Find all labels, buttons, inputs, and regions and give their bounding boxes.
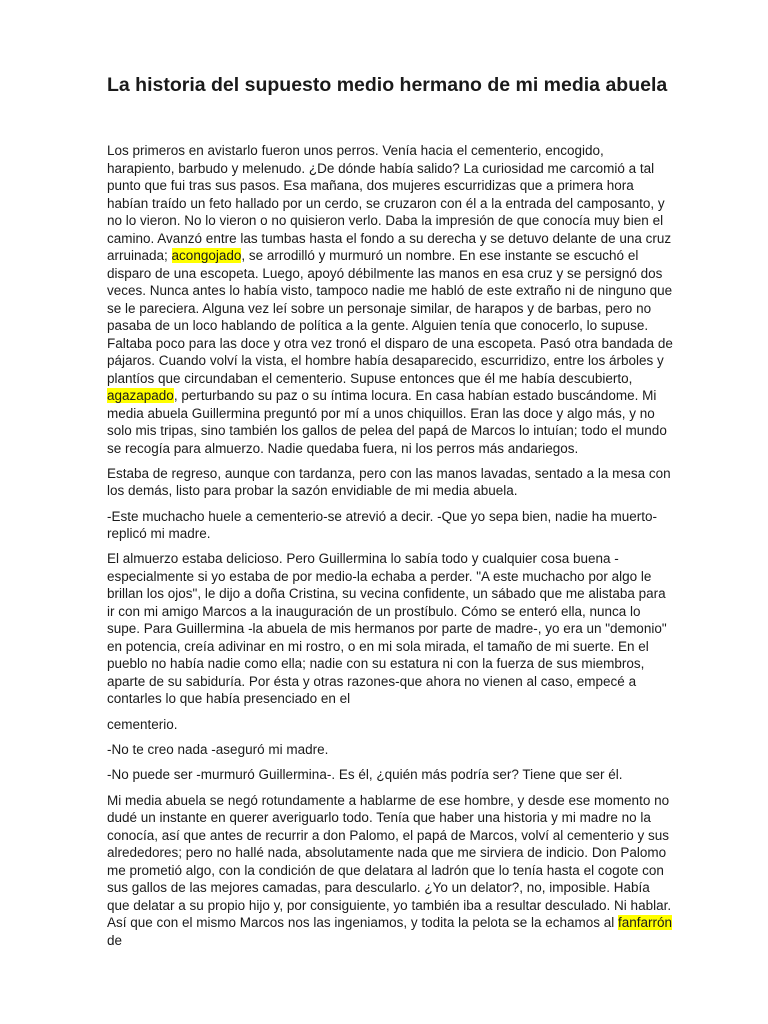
paragraph-1-text-c: , perturbando su paz o su íntima locura. En casa habían estado buscándome. Mi media abuela Guillermina preguntó por mí a unos chiquillos. Eran las doce y algo más, y no solo mis tripas, sino también los gallos de pelea del papá de Marcos lo intuían; todo el mundo se recogía para almuerzo. Nadie quedaba fuera, ni los perros más andariegos. [107, 388, 667, 456]
highlight-acongojado: acongojado [171, 248, 242, 263]
paragraph-8-text-a: Mi media abuela se negó rotundamente a hablarme de ese hombre, y desde ese momento no dudé un instante en querer averiguarlo todo. Tenía que haber una historia y mi madre no la conocía, así que antes de recurrir a don Palomo, el papá de Marcos, volví al cementerio y sus alrededores; pero no hallé nada, absolutamente nada que me sirviera de indicio. Don Palomo me prometió algo, con la condición de que delatara al ladrón que lo tenía hasta el cogote con sus gallos de las mejores camadas, para descularlo. ¿Yo un delator?, no, imposible. Había que delatar a su propio hijo y, por consiguiente, yo también iba a resultar desculado. Ni hablar. Así que con el mismo Marcos nos las ingeniamos, y todita la pelota se la echamos al [107, 792, 672, 931]
paragraph-7: -No puede ser -murmuró Guillermina-. Es él, ¿quién más podría ser? Tiene que ser él. [107, 767, 623, 783]
paragraph-3: -Este muchacho huele a cementerio-se atrevió a decir. -Que yo sepa bien, nadie ha muerto-replicó mi madre. [107, 508, 658, 542]
highlight-agazapado: agazapado [107, 388, 174, 403]
paragraph-1 [107, 142, 673, 457]
paragraph-8-text-b: de [107, 932, 123, 948]
paragraph-5: cementerio. [107, 716, 178, 732]
paragraph-6: -No te creo nada -aseguró mi madre. [107, 741, 329, 757]
paragraph-8 [107, 792, 673, 950]
paragraph-1-text-a: Los primeros en avistarlo fueron unos perros. Venía hacia el cementerio, encogido, harapiento, barbudo y melenudo. ¿De dónde había salido? La curiosidad me carcomió a tal punto que fui tras sus pasos. Esa mañana, dos mujeres escurridizas que a primera hora habían traído un feto hallado por un cerdo, se cruzaron con él a la entrada del camposanto, y no lo vieron. No lo vieron o no quisieron verlo. Daba la impresión de que conocía muy bien el camino. Avanzó entre las tumbas hasta el fondo a su derecha y se detuvo delante de una cruz arruinada; [107, 143, 672, 263]
paragraph-2: Estaba de regreso, aunque con tardanza, pero con las manos lavadas, sentado a la mesa con los demás, listo para probar la sazón envidiable de mi media abuela. [107, 465, 671, 499]
document-title: La historia del supuesto medio hermano de mi media abuela [107, 74, 668, 96]
document-page [107, 72, 673, 957]
highlight-fanfarron: fanfarrón [618, 915, 673, 931]
paragraph-4: El almuerzo estaba delicioso. Pero Guillermina lo sabía todo y cualquier cosa buena -especialmente si yo estaba de por medio-la echaba a perder. "A este muchacho por algo le brillan los ojos", le dijo a doña Cristina, su vecina confidente, un sábado que me alistaba para ir con mi amigo Marcos a la inauguración de un prostíbulo. Cómo se enteró ella, nunca lo supe. Para Guillermina -la abuela de mis hermanos por parte de madre-, yo era un "demonio" en potencia, creía adivinar en mi rostro, o en mi sola mirada, el tamaño de mi suerte. En el pueblo no había nadie como ella; nadie con su estatura ni con la fuerza de sus miembros, aparte de su sabiduría. Por ésta y otras razones-que ahora no vienen al caso, empecé a contarles lo que había presenciado en el [107, 551, 667, 707]
paragraph-1-text-b: , se arrodilló y murmuró un nombre. En ese instante se escuchó el disparo de una escopeta. Luego, apoyó débilmente las manos en esa cruz y se persignó dos veces. Nunca antes lo había visto, tampoco nadie me habló de este extraño ni de ninguno que se le pareciera. Alguna vez leí sobre un personaje similar, de harapos y de barbas, pero no pasaba de un loco hablando de política a la gente. Alguien tenía que conocerlo, lo supuse. Faltaba poco para las doce y otra vez tronó el disparo de una escopeta. Pasó otra bandada de pájaros. Cuando volví la vista, el hombre había desaparecido, escurridizo, entre los árboles y plantíos que circundaban el cementerio. Supuse entonces que él me había descubierto, [107, 248, 673, 386]
